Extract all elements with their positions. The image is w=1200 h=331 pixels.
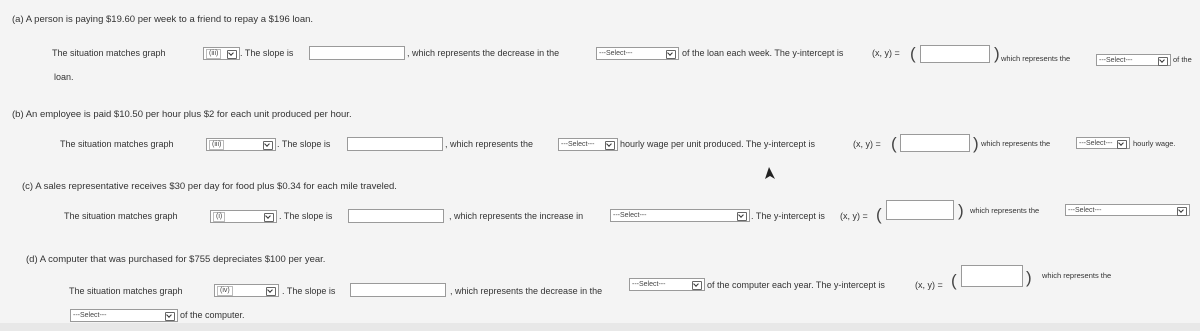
increase-c-select[interactable]: ---Select---: [610, 209, 750, 222]
close-paren: ): [1026, 268, 1032, 287]
slope-d-represents: , which represents the decrease in the: [450, 286, 603, 296]
slope-d-input[interactable]: [350, 283, 446, 297]
hourly-wage-b: hourly wage.: [1133, 139, 1176, 148]
open-paren: (: [876, 205, 882, 224]
bottom-bar: [0, 323, 1200, 331]
chevron-down-icon: [263, 141, 273, 150]
chevron-down-icon: [692, 281, 702, 290]
chevron-down-icon: [1177, 207, 1187, 216]
chevron-down-icon: [264, 213, 274, 222]
graph-d-select[interactable]: [214, 284, 279, 297]
chevron-down-icon: [737, 212, 747, 221]
close-paren: ): [973, 134, 979, 153]
question-d: (d) A computer that was purchased for $755 depreciates $100 per year.: [26, 254, 326, 265]
graph-c-value: (i): [213, 212, 225, 222]
decrease-a-select[interactable]: ---Select---: [596, 47, 679, 60]
chevron-down-icon: [666, 50, 676, 59]
xy-b-label: (x, y) =: [853, 139, 881, 149]
yint-a-select[interactable]: ---Select---: [1096, 54, 1171, 66]
hourly-b-select[interactable]: ---Select---: [558, 138, 618, 151]
yint-c-label: . The y-intercept is: [751, 211, 825, 221]
open-paren: (: [951, 271, 957, 290]
yint-b-label: hourly wage per unit produced. The y-intercept is: [620, 139, 815, 149]
question-a: (a) A person is paying $19.60 per week to a friend to repay a $196 loan.: [12, 14, 314, 25]
xy-d-label: (x, y) =: [915, 280, 943, 290]
yint-a-input[interactable]: [920, 45, 990, 63]
slope-a-label: . The slope is: [240, 48, 294, 58]
yint-a-label: of the loan each week. The y-intercept is: [682, 48, 844, 58]
loan-a: loan.: [54, 72, 74, 82]
slope-b-input[interactable]: [347, 137, 443, 151]
chevron-down-icon: [1117, 140, 1127, 149]
slope-a-represents: , which represents the decrease in the: [407, 48, 560, 58]
graph-b-value: (iii): [209, 140, 224, 150]
xy-c-label: (x, y) =: [840, 211, 868, 221]
xy-a-label: (x, y) =: [872, 48, 900, 58]
slope-c-represents: , which represents the increase in: [449, 211, 584, 221]
graph-c-select[interactable]: [210, 210, 277, 223]
graph-b-label: The situation matches graph: [60, 139, 174, 149]
chevron-down-icon: [165, 312, 175, 321]
of-the-a: of the: [1173, 55, 1192, 64]
yint-d-represents: which represents the: [1042, 271, 1112, 280]
graph-a-select[interactable]: [203, 47, 240, 60]
chevron-down-icon: [1158, 57, 1168, 66]
chevron-down-icon: [605, 141, 615, 150]
chevron-down-icon: [227, 50, 237, 59]
graph-c-label: The situation matches graph: [64, 211, 178, 221]
yint-d-label: of the computer each year. The y-intercept is: [707, 280, 885, 290]
yint-b-select[interactable]: ---Select---: [1076, 137, 1130, 149]
yint-d-select[interactable]: ---Select---: [70, 309, 178, 322]
close-paren: ): [958, 201, 964, 220]
chevron-down-icon: [266, 287, 276, 296]
slope-c-label: . The slope is: [279, 211, 333, 221]
open-paren: (: [910, 44, 916, 63]
question-c: (c) A sales representative receives $30 per day for food plus $0.34 for each mile traveled.: [22, 181, 397, 192]
graph-d-value: (iv): [217, 286, 233, 296]
yint-c-input[interactable]: [886, 200, 954, 220]
close-paren: ): [994, 44, 1000, 63]
decrease-d-select[interactable]: ---Select---: [629, 278, 705, 291]
yint-d-input[interactable]: [961, 265, 1023, 287]
yint-b-represents: which represents the: [981, 139, 1051, 148]
slope-a-input[interactable]: [309, 46, 405, 60]
slope-c-input[interactable]: [348, 209, 444, 223]
graph-d-label: The situation matches graph: [69, 286, 183, 296]
yint-a-represents: which represents the: [1001, 54, 1071, 63]
graph-a-label: The situation matches graph: [52, 48, 166, 58]
yint-c-select[interactable]: ---Select---: [1065, 204, 1190, 216]
graph-b-select[interactable]: [206, 138, 276, 151]
slope-d-label: . The slope is: [282, 286, 336, 296]
slope-b-represents: , which represents the: [445, 139, 534, 149]
yint-c-represents: which represents the: [970, 206, 1040, 215]
open-paren: (: [891, 134, 897, 153]
of-the-computer-d: of the computer.: [180, 310, 245, 320]
graph-a-value: (iii): [206, 49, 221, 59]
question-b: (b) An employee is paid $10.50 per hour plus $2 for each unit produced per hour.: [12, 109, 352, 120]
slope-b-label: . The slope is: [277, 139, 331, 149]
yint-b-input[interactable]: [900, 134, 970, 152]
mouse-cursor-icon: [763, 166, 777, 182]
